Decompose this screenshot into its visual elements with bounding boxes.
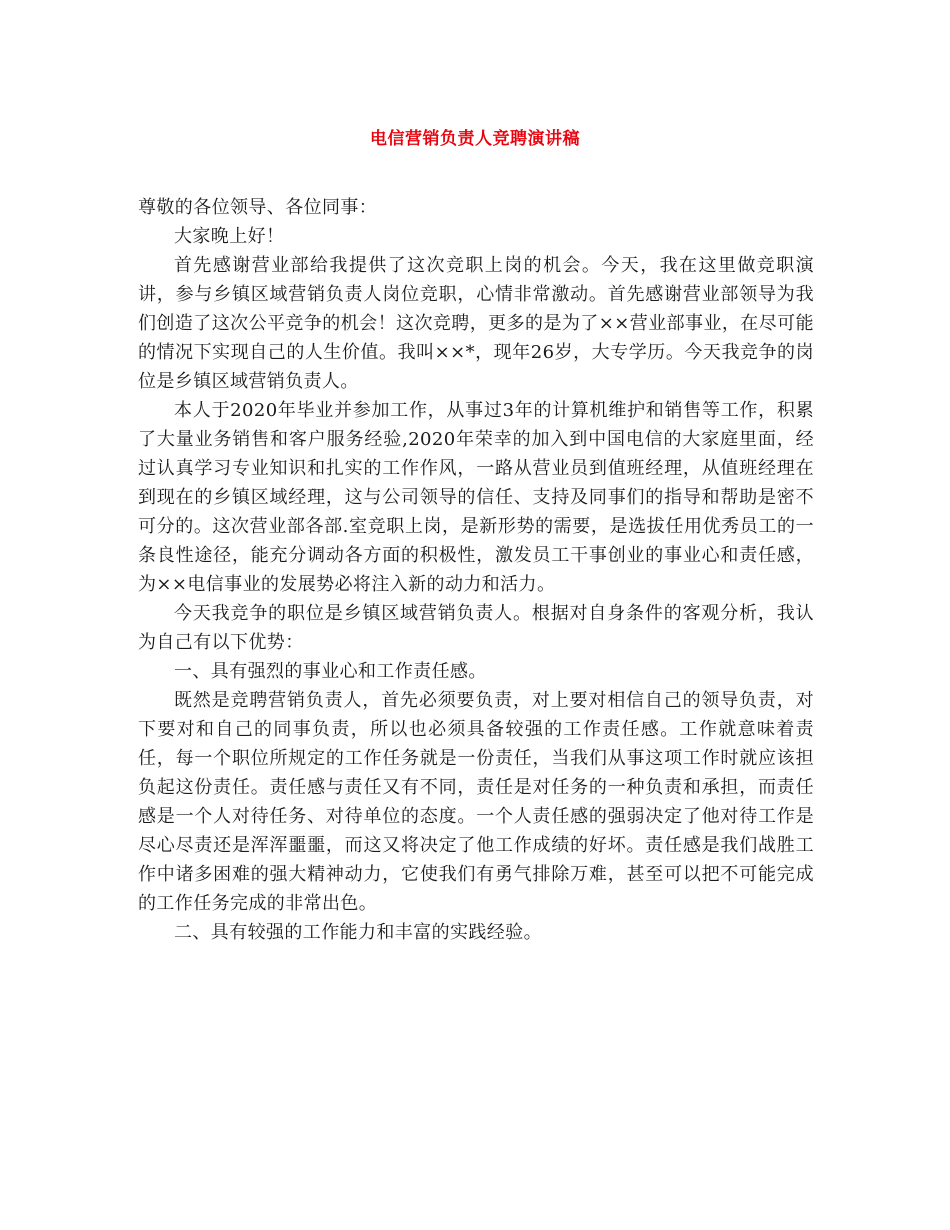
- body-paragraph: 首先感谢营业部给我提供了这次竞职上岗的机会。今天，我在这里做竞职演讲，参与乡镇区域营销负责人岗位竞职，心情非常激动。首先感谢营业部领导为我们创造了这次公平竞争的机会！这次竞聘，更多的是为了××营业部事业，在尽可能的情况下实现自己的人生价值。我叫××*，现年26岁，大专学历。今天我竞争的岗位是乡镇区域营销负责人。: [138, 255, 814, 392]
- body-paragraph: 今天我竞争的职位是乡镇区域营销负责人。根据对自身条件的客观分析，我认为自己有以下优势：: [138, 603, 814, 653]
- body-paragraph: 既然是竞聘营销负责人，首先必须要负责，对上要对相信自己的领导负责，对下要对和自己的同事负责，所以也必须具备较强的工作责任感。工作就意味着责任，每一个职位所规定的工作任务就是一份责任，当我们从事这项工作时就应该担负起这份责任。责任感与责任又有不同，责任是对任务的一种负责和承担，而责任感是一个人对待任务、对待单位的态度。一个人责任感的强弱决定了他对待工作是尽心尽责还是浑浑噩噩，而这又将决定了他工作成绩的好坏。责任感是我们战胜工作中诸多困难的强大精神动力，它使我们有勇气排除万难，甚至可以把不可能完成的工作任务完成的非常出色。: [138, 690, 814, 914]
- salutation-paragraph: 尊敬的各位领导、各位同事：: [138, 197, 378, 218]
- greeting-paragraph: 大家晚上好！: [174, 226, 285, 247]
- document-body: [138, 193, 814, 947]
- body-paragraph: 本人于2020年毕业并参加工作，从事过3年的计算机维护和销售等工作，积累了大量业务销售和客户服务经验,2020年荣幸的加入到中国电信的大家庭里面，经过认真学习专业知识和扎实的工作作风，一路从营业员到值班经理，从值班经理在到现在的乡镇区域经理，这与公司领导的信任、支持及同事们的指导和帮助是密不可分的。这次营业部各部.室竞职上岗，是新形势的需要，是选拔任用优秀员工的一条良性途径，能充分调动各方面的积极性，激发员工干事创业的事业心和责任感，为××电信事业的发展势必将注入新的动力和活力。: [138, 400, 814, 595]
- section-heading: 二、具有较强的工作能力和丰富的实践经验。: [174, 922, 542, 943]
- section-heading: 一、具有强烈的事业心和工作责任感。: [174, 661, 487, 682]
- document-title: 电信营销负责人竞聘演讲稿: [370, 129, 580, 149]
